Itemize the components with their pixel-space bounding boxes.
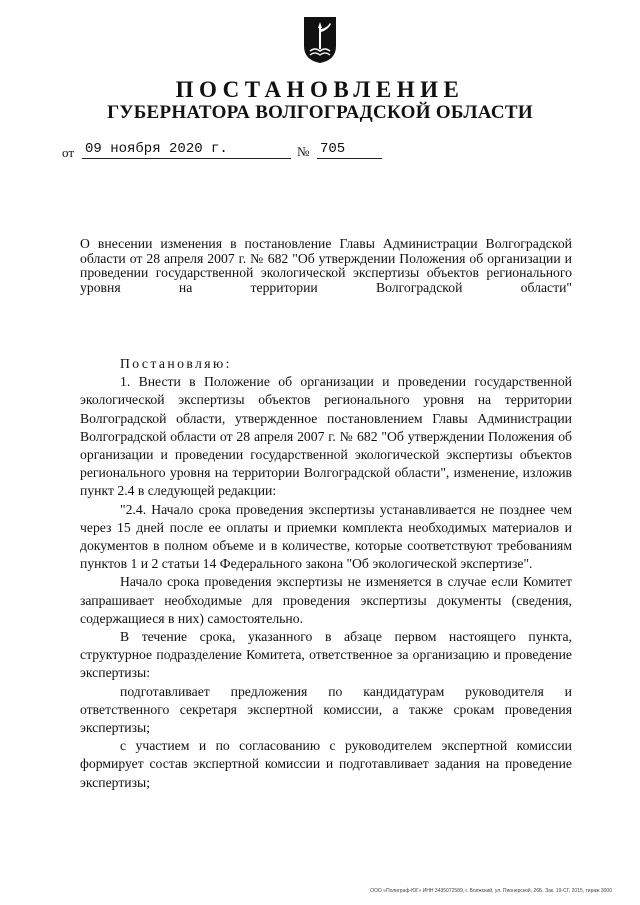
body-paragraph: Начало срока проведения экспертизы не изменяется в случае если Комитет запрашивает необходимые для проведения экспертизы документы (сведения, содержащиеся в них) самостоятельно. <box>80 574 572 626</box>
date-number-line <box>62 141 362 161</box>
document-number: 705 <box>317 141 382 159</box>
document-subject: О внесении изменения в постановление Главы Администрации Волгоградской области от 28 апреля 2007 г. № 682 "Об утверждении Положения об организации и проведении государственной экологической экспертизы объектов регионального уровня на территории Волгоградской области" <box>80 236 572 295</box>
coat-of-arms-icon <box>303 16 337 64</box>
body-paragraph: 1. Внести в Положение об организации и проведении государственной экологической экспертизы объектов регионального уровня на территории Волгоградской области, утвержденное постановлением Главы Администрации Волгоградской области от 28 апреля 2007 г. № 682 "Об утверждении Положения об организации и проведении государственной экологической экспертизы объектов регионального уровня на территории Волгоградской области", изменение, изложив пункт 2.4 в следующей редакции: <box>80 374 572 499</box>
body-paragraph: подготавливает предложения по кандидатурам руководителя и ответственного секретаря экспертной комиссии, а также срокам проведения экспертизы; <box>80 683 572 736</box>
document-date: 09 ноября 2020 г. <box>82 141 291 159</box>
date-label: от <box>62 145 75 160</box>
body-paragraph: В течение срока, указанного в абзаце первом настоящего пункта, структурное подразделение Комитета, ответственное за организацию и проведение экспертизы: <box>80 629 572 681</box>
number-label: № <box>297 144 310 159</box>
print-footer: ООО «Полиграф-ЮГ» ИНН 3435072589, г. Волжский, ул. Пионерской, 26Б. Зак. 19-СГ, 2015, тираж 3000 <box>370 888 612 894</box>
body-paragraph: с участием и по согласованию с руководителем экспертной комиссии формирует состав экспертной комиссии и подготавливает задания на проведение экспертизы; <box>80 738 572 790</box>
document-type-title: ПОСТАНОВЛЕНИЕ <box>175 77 465 102</box>
issuer-title: ГУБЕРНАТОРА ВОЛГОГРАДСКОЙ ОБЛАСТИ <box>107 102 533 123</box>
document-body <box>80 355 572 792</box>
body-paragraph: "2.4. Начало срока проведения экспертизы устанавливается не позднее чем через 15 дней после ее оплаты и приемки комплекта необходимых материалов и документов в полном объеме и в количестве, которые соответствуют требованиям пунктов 1 и 2 статьи 14 Федерального закона "Об экологической экспертизе". <box>80 501 572 572</box>
resolution-lead: Постановляю: <box>120 356 232 371</box>
